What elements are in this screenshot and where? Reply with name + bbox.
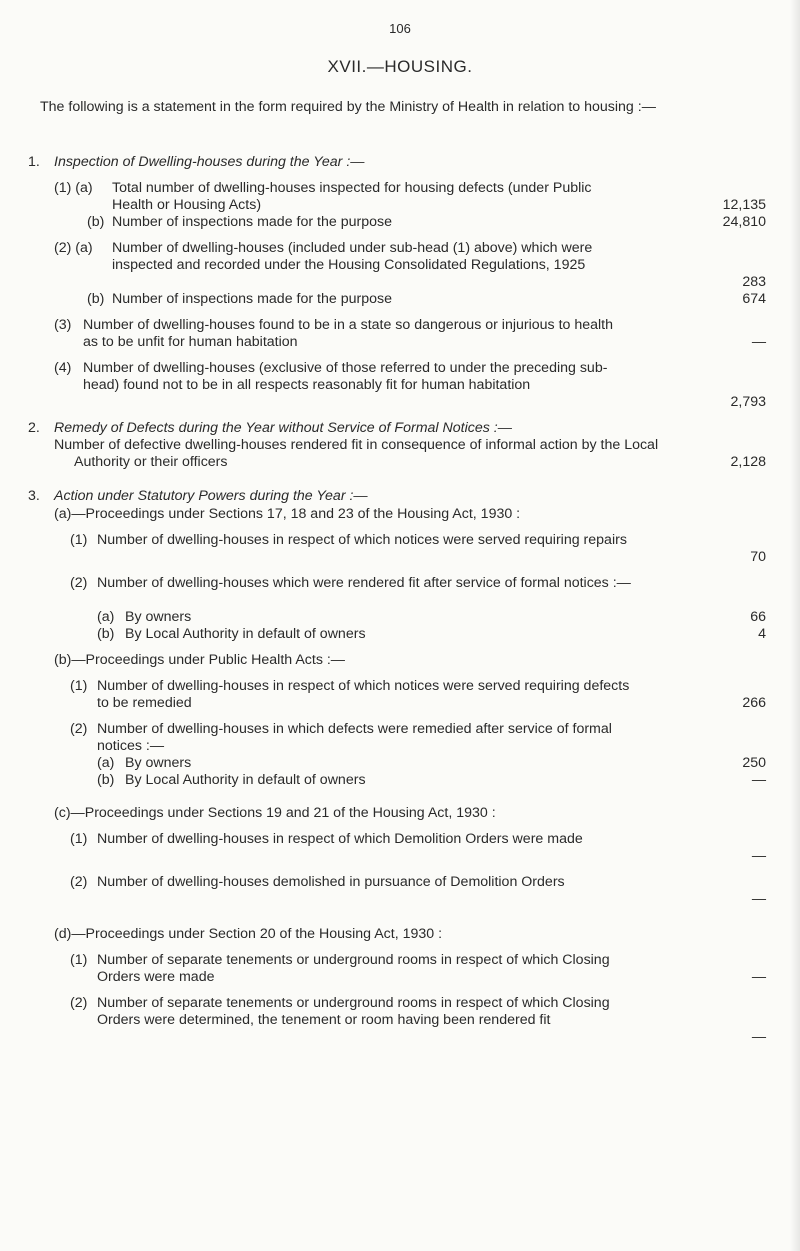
item-b2-label: (2) xyxy=(70,721,88,737)
section-1-number: 1. xyxy=(28,154,40,170)
item-b1-label: (1) xyxy=(70,678,88,694)
item-c2-text: Number of dwelling-houses demolished in pursuance of Demolition Orders xyxy=(97,874,565,890)
item-b2a-text: By owners xyxy=(125,755,192,771)
item-c1-value: — xyxy=(751,848,766,864)
item-d2-value: — xyxy=(751,1029,766,1045)
item-a2a-label: (a) xyxy=(97,609,115,625)
section-2-text: Number of defective dwelling-houses rendered fit in consequence of informal action by the Local Authority or their officers xyxy=(54,437,659,470)
item-d1-text: Number of separate tenements or underground rooms in respect of which Closing Orders were made xyxy=(97,952,610,985)
item-a1-value: 70 xyxy=(750,549,766,565)
subsection-d-heading: (d)—Proceedings under Section 20 of the Housing Act, 1930 : xyxy=(54,926,443,942)
item-c2-value: — xyxy=(751,891,766,907)
item-3-label: (3) xyxy=(54,317,72,333)
item-d1-label: (1) xyxy=(70,952,88,968)
item-a2b-text: By Local Authority in default of owners xyxy=(125,626,366,642)
item-c1-label: (1) xyxy=(70,831,88,847)
item-c1-text: Number of dwelling-houses in respect of which Demolition Orders were made xyxy=(97,831,583,847)
item-b2b-text: By Local Authority in default of owners xyxy=(125,772,366,788)
item-a1-label: (1) xyxy=(70,532,88,548)
section-1-heading: Inspection of Dwelling-houses during the Year :— xyxy=(54,154,365,170)
page-number: 106 xyxy=(389,21,411,36)
item-4-label: (4) xyxy=(54,360,72,376)
item-1b-label: (b) xyxy=(87,214,105,230)
item-b2a-label: (a) xyxy=(97,755,115,771)
item-3-text: Number of dwelling-houses found to be in a state so dangerous or injurious to health as to be unfit for human habitation xyxy=(83,317,613,350)
item-b2b-value: — xyxy=(751,772,766,788)
item-d1-value: — xyxy=(751,969,766,985)
subsection-b-heading: (b)—Proceedings under Public Health Acts :— xyxy=(54,652,345,668)
item-2b-value: 674 xyxy=(742,291,766,307)
item-a2a-text: By owners xyxy=(125,609,192,625)
item-1a-text: Total number of dwelling-houses inspected for housing defects (under Public Health or Housing Acts) xyxy=(112,180,592,213)
subsection-a-heading: (a)—Proceedings under Sections 17, 18 and 23 of the Housing Act, 1930 : xyxy=(54,506,521,522)
item-4-text: Number of dwelling-houses (exclusive of those referred to under the preceding sub-head) found not to be in all respects reasonably fit for human habitation xyxy=(83,360,608,393)
item-1a-label: (1) (a) xyxy=(54,180,93,196)
item-b1-value: 266 xyxy=(742,695,766,711)
item-b2b-label: (b) xyxy=(97,772,115,788)
item-b1-text: Number of dwelling-houses in respect of which notices were served requiring defects to be remedied xyxy=(97,678,630,711)
item-d2-text: Number of separate tenements or underground rooms in respect of which Closing Orders were determined, the tenement or room having been rendered fit xyxy=(97,995,610,1028)
section-2-value: 2,128 xyxy=(730,454,766,470)
section-3-heading: Action under Statutory Powers during the Year :— xyxy=(54,488,368,504)
item-d2-label: (2) xyxy=(70,995,88,1011)
item-a2-text: Number of dwelling-houses which were rendered fit after service of formal notices :— xyxy=(97,575,631,591)
item-2a-label: (2) (a) xyxy=(54,240,93,256)
subsection-c-heading: (c)—Proceedings under Sections 19 and 21 of the Housing Act, 1930 : xyxy=(54,805,496,821)
section-3-number: 3. xyxy=(28,488,40,504)
item-2a-value: 283 xyxy=(742,274,766,290)
item-2a-text: Number of dwelling-houses (included under sub-head (1) above) which were inspected and recorded under the Housing Consolidated Regulations, 1925 xyxy=(112,240,593,273)
item-a2b-value: 4 xyxy=(758,626,766,642)
item-a2-label: (2) xyxy=(70,575,88,591)
section-title: XVII.—HOUSING. xyxy=(327,57,473,76)
page-edge-shadow xyxy=(790,0,800,1251)
item-1a-value: 12,135 xyxy=(722,197,766,213)
item-a2a-value: 66 xyxy=(750,609,766,625)
item-b2-text: Number of dwelling-houses in which defects were remedied after service of formal notices :— xyxy=(97,721,612,754)
item-1b-text: Number of inspections made for the purpose xyxy=(112,214,392,230)
section-2-number: 2. xyxy=(28,420,40,436)
item-2b-text: Number of inspections made for the purpose xyxy=(112,291,392,307)
item-1b-value: 24,810 xyxy=(722,214,766,230)
item-3-value: — xyxy=(751,334,766,350)
item-2b-label: (b) xyxy=(87,291,105,307)
item-4-value: 2,793 xyxy=(730,394,766,410)
item-b2a-value: 250 xyxy=(742,755,766,771)
intro-paragraph: The following is a statement in the form required by the Ministry of Health in relation to housing :— xyxy=(40,99,656,115)
item-a2b-label: (b) xyxy=(97,626,115,642)
section-2-heading: Remedy of Defects during the Year without Service of Formal Notices :— xyxy=(54,420,512,436)
item-c2-label: (2) xyxy=(70,874,88,890)
item-a1-text: Number of dwelling-houses in respect of which notices were served requiring repairs xyxy=(97,532,627,548)
